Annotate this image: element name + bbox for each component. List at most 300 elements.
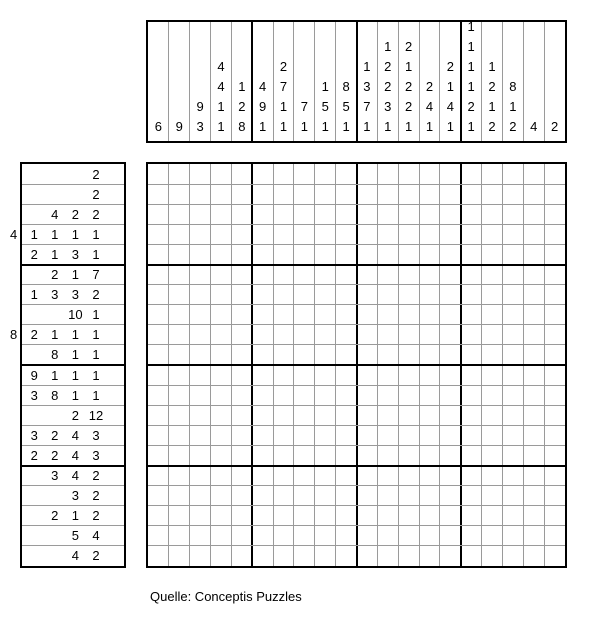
grid-cell[interactable] [315,224,336,244]
grid-cell[interactable] [482,265,503,285]
grid-cell[interactable] [357,325,378,345]
grid-cell[interactable] [273,244,294,264]
grid-cell[interactable] [231,425,252,445]
grid-cell[interactable] [169,325,190,345]
grid-cell[interactable] [523,445,544,465]
grid-cell[interactable] [377,365,398,385]
grid-cell[interactable] [377,345,398,365]
grid-cell[interactable] [461,506,482,526]
grid-cell[interactable] [482,224,503,244]
grid-cell[interactable] [273,506,294,526]
grid-cell[interactable] [482,546,503,566]
grid-cell[interactable] [190,466,211,486]
grid-cell[interactable] [294,224,315,244]
grid-cell[interactable] [419,325,440,345]
grid-cell[interactable] [190,345,211,365]
grid-cell[interactable] [461,305,482,325]
grid-cell[interactable] [169,224,190,244]
grid-cell[interactable] [461,486,482,506]
grid-cell[interactable] [523,546,544,566]
grid-cell[interactable] [148,486,169,506]
grid-cell[interactable] [252,405,273,425]
grid-cell[interactable] [523,244,544,264]
grid-cell[interactable] [482,164,503,184]
grid-cell[interactable] [461,405,482,425]
grid-cell[interactable] [398,365,419,385]
grid-cell[interactable] [273,224,294,244]
grid-cell[interactable] [231,546,252,566]
grid-cell[interactable] [169,526,190,546]
grid-cell[interactable] [336,546,357,566]
grid-cell[interactable] [273,204,294,224]
grid-cell[interactable] [148,345,169,365]
grid-cell[interactable] [231,506,252,526]
grid-cell[interactable] [482,365,503,385]
grid-cell[interactable] [440,305,461,325]
grid-cell[interactable] [419,365,440,385]
grid-cell[interactable] [357,546,378,566]
grid-cell[interactable] [482,405,503,425]
grid-cell[interactable] [482,445,503,465]
grid-cell[interactable] [357,365,378,385]
grid-cell[interactable] [419,506,440,526]
grid-cell[interactable] [190,265,211,285]
grid-cell[interactable] [211,184,232,204]
grid-cell[interactable] [336,224,357,244]
grid-cell[interactable] [482,466,503,486]
grid-cell[interactable] [377,244,398,264]
grid-cell[interactable] [190,486,211,506]
grid-cell[interactable] [252,385,273,405]
grid-cell[interactable] [252,506,273,526]
grid-cell[interactable] [419,546,440,566]
grid-cell[interactable] [315,486,336,506]
grid-cell[interactable] [482,425,503,445]
grid-cell[interactable] [377,526,398,546]
grid-cell[interactable] [315,466,336,486]
grid-cell[interactable] [461,546,482,566]
grid-cell[interactable] [398,305,419,325]
grid-cell[interactable] [315,305,336,325]
grid-cell[interactable] [502,184,523,204]
grid-cell[interactable] [273,164,294,184]
grid-cell[interactable] [357,385,378,405]
grid-cell[interactable] [169,466,190,486]
grid-cell[interactable] [377,445,398,465]
grid-cell[interactable] [357,506,378,526]
grid-cell[interactable] [544,345,565,365]
grid-cell[interactable] [315,405,336,425]
grid-cell[interactable] [231,305,252,325]
grid-cell[interactable] [544,365,565,385]
grid-cell[interactable] [231,265,252,285]
grid-cell[interactable] [502,244,523,264]
grid-cell[interactable] [398,425,419,445]
grid-cell[interactable] [440,405,461,425]
grid-cell[interactable] [336,405,357,425]
grid-cell[interactable] [252,526,273,546]
grid-cell[interactable] [336,345,357,365]
grid-cell[interactable] [482,526,503,546]
grid-cell[interactable] [502,486,523,506]
grid-cell[interactable] [252,265,273,285]
grid-cell[interactable] [169,546,190,566]
grid-cell[interactable] [523,526,544,546]
grid-cell[interactable] [273,486,294,506]
grid-cell[interactable] [398,445,419,465]
grid-cell[interactable] [482,204,503,224]
grid-cell[interactable] [148,365,169,385]
grid-cell[interactable] [211,305,232,325]
grid-cell[interactable] [211,265,232,285]
grid-cell[interactable] [440,224,461,244]
grid-cell[interactable] [377,325,398,345]
grid-cell[interactable] [461,325,482,345]
grid-cell[interactable] [190,425,211,445]
grid-cell[interactable] [252,445,273,465]
grid-cell[interactable] [190,305,211,325]
grid-cell[interactable] [190,325,211,345]
grid-cell[interactable] [544,164,565,184]
grid-cell[interactable] [377,305,398,325]
grid-cell[interactable] [294,265,315,285]
grid-cell[interactable] [252,546,273,566]
grid-cell[interactable] [440,164,461,184]
grid-cell[interactable] [419,224,440,244]
grid-cell[interactable] [336,526,357,546]
grid-cell[interactable] [482,506,503,526]
grid-cell[interactable] [252,164,273,184]
grid-cell[interactable] [419,204,440,224]
grid-cell[interactable] [502,345,523,365]
grid-cell[interactable] [169,285,190,305]
grid-cell[interactable] [169,445,190,465]
grid-cell[interactable] [190,526,211,546]
grid-cell[interactable] [419,265,440,285]
grid-cell[interactable] [211,526,232,546]
grid-cell[interactable] [294,445,315,465]
grid-cell[interactable] [169,506,190,526]
grid-cell[interactable] [169,405,190,425]
grid-cell[interactable] [440,526,461,546]
grid-cell[interactable] [357,425,378,445]
grid-cell[interactable] [294,546,315,566]
grid-cell[interactable] [190,285,211,305]
grid-cell[interactable] [211,244,232,264]
grid-cell[interactable] [440,385,461,405]
grid-cell[interactable] [377,265,398,285]
grid-cell[interactable] [523,224,544,244]
grid-cell[interactable] [544,506,565,526]
grid-cell[interactable] [190,506,211,526]
grid-cell[interactable] [148,204,169,224]
grid-cell[interactable] [273,184,294,204]
grid-cell[interactable] [398,486,419,506]
grid-cell[interactable] [231,405,252,425]
grid-cell[interactable] [398,526,419,546]
grid-cell[interactable] [336,285,357,305]
grid-cell[interactable] [231,526,252,546]
grid-cell[interactable] [148,244,169,264]
grid-cell[interactable] [523,345,544,365]
grid-cell[interactable] [148,305,169,325]
grid-cell[interactable] [544,405,565,425]
grid-cell[interactable] [461,345,482,365]
grid-cell[interactable] [398,244,419,264]
grid-cell[interactable] [148,265,169,285]
grid-cell[interactable] [231,285,252,305]
grid-cell[interactable] [502,445,523,465]
grid-cell[interactable] [211,345,232,365]
grid-cell[interactable] [169,305,190,325]
grid-cell[interactable] [357,466,378,486]
grid-cell[interactable] [315,265,336,285]
grid-cell[interactable] [169,365,190,385]
grid-cell[interactable] [148,405,169,425]
grid-cell[interactable] [169,385,190,405]
grid-cell[interactable] [523,285,544,305]
grid-cell[interactable] [211,425,232,445]
grid-cell[interactable] [336,365,357,385]
grid-cell[interactable] [440,244,461,264]
grid-cell[interactable] [482,184,503,204]
grid-cell[interactable] [190,204,211,224]
grid-cell[interactable] [502,224,523,244]
grid-cell[interactable] [419,285,440,305]
grid-cell[interactable] [211,405,232,425]
grid-cell[interactable] [398,385,419,405]
grid-cell[interactable] [273,305,294,325]
grid-cell[interactable] [523,265,544,285]
grid-cell[interactable] [461,224,482,244]
grid-cell[interactable] [252,345,273,365]
grid-cell[interactable] [294,526,315,546]
grid-cell[interactable] [544,385,565,405]
grid-cell[interactable] [377,164,398,184]
grid-cell[interactable] [377,486,398,506]
grid-cell[interactable] [461,425,482,445]
grid-cell[interactable] [398,546,419,566]
grid-cell[interactable] [211,285,232,305]
grid-cell[interactable] [190,365,211,385]
grid-cell[interactable] [440,425,461,445]
grid-cell[interactable] [336,466,357,486]
grid-cell[interactable] [148,285,169,305]
grid-cell[interactable] [273,345,294,365]
grid-cell[interactable] [273,265,294,285]
grid-cell[interactable] [544,466,565,486]
grid-cell[interactable] [231,445,252,465]
grid-cell[interactable] [211,325,232,345]
grid-cell[interactable] [419,425,440,445]
grid-cell[interactable] [294,486,315,506]
grid-cell[interactable] [461,164,482,184]
grid-cell[interactable] [294,466,315,486]
grid-cell[interactable] [211,224,232,244]
grid-cell[interactable] [482,285,503,305]
grid-cell[interactable] [273,325,294,345]
grid-cell[interactable] [252,486,273,506]
grid-cell[interactable] [357,345,378,365]
grid-cell[interactable] [544,244,565,264]
grid-cell[interactable] [523,385,544,405]
grid-cell[interactable] [252,184,273,204]
grid-cell[interactable] [294,164,315,184]
grid-cell[interactable] [523,506,544,526]
grid-cell[interactable] [502,365,523,385]
grid-cell[interactable] [440,345,461,365]
grid-cell[interactable] [148,466,169,486]
grid-cell[interactable] [148,425,169,445]
grid-cell[interactable] [419,526,440,546]
grid-cell[interactable] [461,265,482,285]
grid-cell[interactable] [252,244,273,264]
grid-cell[interactable] [461,385,482,405]
grid-cell[interactable] [231,325,252,345]
grid-cell[interactable] [482,244,503,264]
grid-cell[interactable] [482,385,503,405]
grid-cell[interactable] [440,486,461,506]
grid-cell[interactable] [336,325,357,345]
grid-cell[interactable] [231,345,252,365]
grid-cell[interactable] [502,325,523,345]
grid-cell[interactable] [273,445,294,465]
grid-cell[interactable] [398,285,419,305]
grid-cell[interactable] [294,204,315,224]
grid-cell[interactable] [252,325,273,345]
grid-cell[interactable] [544,305,565,325]
grid-cell[interactable] [294,365,315,385]
grid-cell[interactable] [211,365,232,385]
grid-cell[interactable] [419,305,440,325]
grid-cell[interactable] [544,486,565,506]
grid-cell[interactable] [211,445,232,465]
grid-cell[interactable] [440,365,461,385]
grid-cell[interactable] [273,546,294,566]
grid-cell[interactable] [169,184,190,204]
grid-cell[interactable] [211,486,232,506]
grid-cell[interactable] [336,204,357,224]
grid-cell[interactable] [315,244,336,264]
grid-cell[interactable] [482,305,503,325]
grid-cell[interactable] [398,345,419,365]
grid-cell[interactable] [231,486,252,506]
grid-cell[interactable] [544,184,565,204]
grid-cell[interactable] [294,405,315,425]
grid-cell[interactable] [398,466,419,486]
grid-cell[interactable] [315,285,336,305]
grid-cell[interactable] [523,466,544,486]
grid-cell[interactable] [252,204,273,224]
grid-cell[interactable] [211,506,232,526]
grid-cell[interactable] [398,164,419,184]
grid-cell[interactable] [502,526,523,546]
grid-cell[interactable] [294,506,315,526]
grid-cell[interactable] [398,506,419,526]
grid-cell[interactable] [440,184,461,204]
grid-cell[interactable] [357,445,378,465]
grid-cell[interactable] [231,164,252,184]
grid-cell[interactable] [294,345,315,365]
grid-cell[interactable] [440,285,461,305]
grid-cell[interactable] [336,265,357,285]
grid-cell[interactable] [294,385,315,405]
grid-cell[interactable] [419,466,440,486]
grid-cell[interactable] [169,425,190,445]
grid-cell[interactable] [357,164,378,184]
grid-cell[interactable] [377,546,398,566]
grid-cell[interactable] [461,204,482,224]
grid-cell[interactable] [294,285,315,305]
grid-cell[interactable] [440,445,461,465]
grid-cell[interactable] [211,466,232,486]
grid-cell[interactable] [294,244,315,264]
grid-cell[interactable] [523,305,544,325]
grid-cell[interactable] [211,204,232,224]
grid-cell[interactable] [357,244,378,264]
grid-cell[interactable] [523,164,544,184]
grid-cell[interactable] [357,405,378,425]
grid-cell[interactable] [315,506,336,526]
grid-cell[interactable] [440,466,461,486]
grid-cell[interactable] [273,285,294,305]
grid-cell[interactable] [544,285,565,305]
grid-cell[interactable] [523,425,544,445]
grid-cell[interactable] [419,345,440,365]
grid-cell[interactable] [273,425,294,445]
grid-cell[interactable] [294,305,315,325]
grid-cell[interactable] [461,445,482,465]
grid-cell[interactable] [357,526,378,546]
grid-cell[interactable] [502,546,523,566]
grid-cell[interactable] [523,325,544,345]
grid-cell[interactable] [523,486,544,506]
grid-cell[interactable] [544,325,565,345]
grid-cell[interactable] [148,164,169,184]
grid-cell[interactable] [398,204,419,224]
grid-cell[interactable] [398,405,419,425]
grid-cell[interactable] [440,546,461,566]
grid-cell[interactable] [357,184,378,204]
grid-cell[interactable] [148,385,169,405]
grid-cell[interactable] [273,526,294,546]
grid-cell[interactable] [336,385,357,405]
grid-cell[interactable] [252,466,273,486]
grid-cell[interactable] [357,285,378,305]
grid-cell[interactable] [544,425,565,445]
grid-cell[interactable] [336,506,357,526]
grid-cell[interactable] [461,526,482,546]
grid-cell[interactable] [169,265,190,285]
grid-cell[interactable] [169,204,190,224]
grid-cell[interactable] [544,445,565,465]
grid-cell[interactable] [169,486,190,506]
grid-cell[interactable] [315,345,336,365]
grid-cell[interactable] [190,244,211,264]
grid-cell[interactable] [502,265,523,285]
grid-cell[interactable] [190,405,211,425]
grid-cell[interactable] [252,305,273,325]
grid-cell[interactable] [315,425,336,445]
grid-cell[interactable] [419,244,440,264]
grid-cell[interactable] [377,425,398,445]
grid-cell[interactable] [523,365,544,385]
grid-cell[interactable] [357,204,378,224]
grid-cell[interactable] [502,164,523,184]
grid-cell[interactable] [315,164,336,184]
grid-cell[interactable] [523,204,544,224]
grid-cell[interactable] [357,305,378,325]
